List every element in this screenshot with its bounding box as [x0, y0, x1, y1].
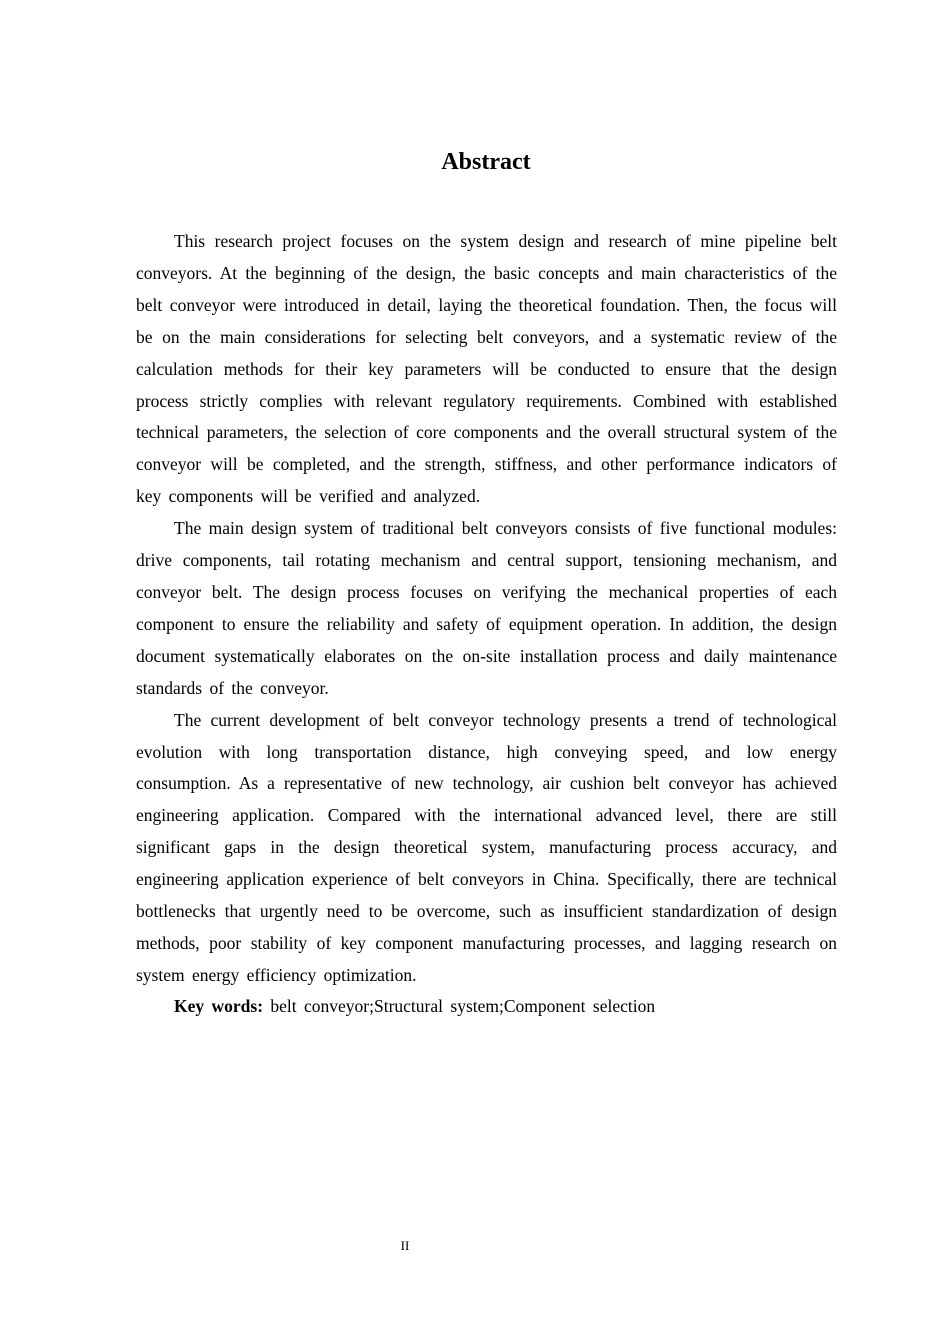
keywords-label: Key words: — [174, 995, 264, 1016]
abstract-body — [136, 226, 837, 1020]
page-number: II — [400, 1238, 410, 1253]
abstract-paragraph-2: The main design system of traditional belt conveyors consists of five functional modules: drive components, tail rotating mechanism and central support, tensioning mechanism, and conveyor belt. The design process focuses on verifying the mechanical properties of each component to ensure the reliability and safety of equipment operation. In addition, the design document systematically elaborates on the on-site installation process and daily maintenance standards of the conveyor. — [136, 518, 837, 698]
abstract-paragraph-1: This research project focuses on the system design and research of mine pipeline belt conveyors. At the beginning of the design, the basic concepts and main characteristics of the belt conveyor were introduced in detail, laying the theoretical foundation. Then, the focus will be on the main considerations for selecting belt conveyors, and a systematic review of the calculation methods for their key parameters will be conducted to ensure that the design process strictly complies with relevant regulatory requirements. Combined with established technical parameters, the selection of core components and the overall structural system of the conveyor will be completed, and the strength, stiffness, and other performance indicators of key components will be verified and analyzed. — [136, 231, 837, 507]
abstract-title: Abstract — [441, 149, 531, 175]
keywords-line — [136, 992, 837, 1020]
keywords-text: belt conveyor;Structural system;Component selection — [263, 995, 656, 1016]
abstract-paragraph-3: The current development of belt conveyor technology presents a trend of technological evolution with long transportation distance, high conveying speed, and low energy consumption. As a representative of new technology, air cushion belt conveyor has achieved engineering application. Compared with the international advanced level, there are still significant gaps in the design theoretical system, manufacturing process accuracy, and engineering application experience of belt conveyors in China. Specifically, there are technical bottlenecks that urgently need to be overcome, such as insufficient standardization of design methods, poor stability of key component manufacturing processes, and lagging research on system energy efficiency optimization. — [136, 709, 837, 985]
